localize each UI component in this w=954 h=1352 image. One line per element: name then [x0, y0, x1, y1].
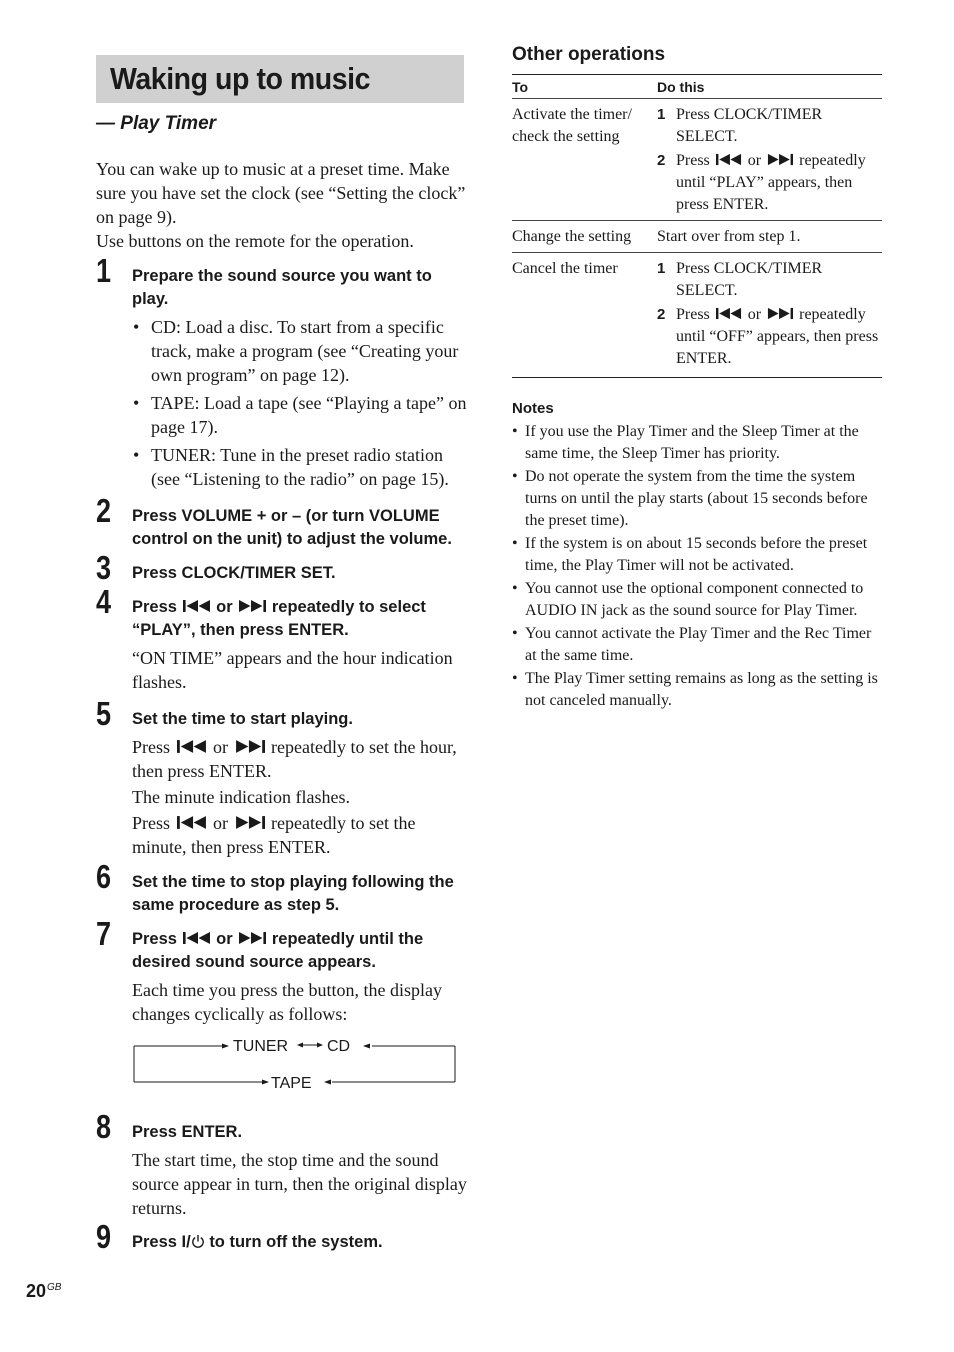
skip-previous-icon	[714, 153, 744, 166]
step-heading	[132, 588, 471, 642]
skip-previous-icon	[175, 739, 209, 754]
cycle-arrowhead	[363, 1044, 370, 1049]
note-item: • You cannot activate the Play Timer and the Rec Timer at the same time.	[512, 623, 882, 667]
step-body: “ON TIME” appears and the hour indication flashes.	[132, 648, 453, 692]
substep-text: Press	[676, 152, 710, 169]
step-9	[96, 1218, 471, 1255]
step-text: to turn off the system.	[209, 1233, 383, 1251]
power-icon	[191, 1234, 205, 1249]
cycle-arrowhead	[297, 1043, 303, 1048]
step-heading: Prepare the sound source you want to play.	[132, 267, 432, 308]
step-paragraph: The minute indication flashes.	[132, 787, 350, 807]
page-number-value: 20	[26, 1281, 47, 1301]
column-header: Do this	[657, 75, 882, 99]
skip-previous-icon	[182, 931, 212, 945]
step-paragraph	[132, 811, 471, 859]
step-number: 8	[96, 1108, 112, 1145]
table-cell	[657, 253, 882, 378]
note-item: • If you use the Play Timer and the Sleep Timer at the same time, the Sleep Timer has priority.	[512, 421, 882, 465]
step-7	[96, 915, 471, 1097]
step-5	[96, 695, 471, 859]
step-body: The start time, the stop time and the sound source appear in turn, then the original display returns.	[132, 1150, 467, 1218]
display-cycle-diagram	[132, 1040, 462, 1092]
step-text: or	[213, 813, 229, 833]
step-text: Press	[132, 813, 171, 833]
step-4	[96, 583, 471, 694]
step-6	[96, 858, 471, 917]
step-text: or	[213, 737, 229, 757]
step-heading: Set the time to stop playing following the same procedure as step 5.	[132, 873, 454, 914]
step-text: Press I/	[132, 1233, 191, 1251]
step-heading	[132, 1223, 471, 1254]
substep-text: or	[747, 152, 762, 169]
bullet-item: • TAPE: Load a tape (see “Playing a tape” on page 17).	[132, 391, 471, 439]
substep	[657, 304, 882, 370]
skip-previous-icon	[714, 307, 744, 320]
step-1	[96, 252, 471, 491]
substep	[657, 258, 882, 302]
note-item: • You cannot use the optional component connected to AUDIO IN jack as the sound source for Play Timer.	[512, 578, 882, 622]
step-text: Press	[132, 930, 177, 948]
skip-next-icon	[237, 599, 267, 613]
step-2	[96, 492, 471, 551]
table-row	[512, 221, 882, 253]
notes-heading: Notes	[512, 400, 554, 417]
step-heading: Press ENTER.	[132, 1123, 243, 1141]
cycle-arrowhead	[317, 1043, 323, 1048]
step-text: repeatedly to select “PLAY”, then press ENTER.	[132, 598, 426, 639]
substep	[657, 150, 882, 216]
bullet-item: • CD: Load a disc. To start from a specific track, make a program (see “Creating your own program” on page 12).	[132, 315, 471, 387]
cycle-arrowhead	[324, 1080, 331, 1085]
skip-next-icon	[765, 307, 795, 320]
substep-text: Press	[676, 306, 710, 323]
step-heading: Press VOLUME + or – (or turn VOLUME control on the unit) to adjust the volume.	[132, 507, 452, 548]
step-text: or	[216, 930, 233, 948]
operations-table	[512, 74, 882, 378]
intro	[96, 157, 471, 253]
substep	[657, 104, 882, 148]
left-column	[96, 55, 471, 1254]
table-cell: Start over from step 1.	[657, 221, 882, 253]
step-8	[96, 1108, 471, 1220]
step-heading: Set the time to start playing.	[132, 710, 353, 728]
step-number: 1	[96, 252, 112, 289]
substep-text: repeatedly until “OFF” appears, then press ENTER.	[676, 306, 879, 367]
step-number: 6	[96, 858, 112, 895]
table-row	[512, 253, 882, 378]
page-number-suffix: GB	[47, 1282, 62, 1293]
cycle-label-tuner: TUNER	[233, 1040, 289, 1055]
table-cell: Activate the timer/ check the setting	[512, 99, 657, 221]
step-text: Press	[132, 737, 171, 757]
skip-next-icon	[237, 931, 267, 945]
step-number: 2	[96, 492, 112, 529]
substep-number: 2	[657, 152, 666, 169]
step-body: Each time you press the button, the display changes cyclically as follows:	[132, 980, 442, 1024]
skip-next-icon	[233, 739, 267, 754]
step-number: 3	[96, 549, 112, 586]
step-number: 5	[96, 695, 112, 732]
bullet-item: • TUNER: Tune in the preset radio station (see “Listening to the radio” on page 15).	[132, 443, 471, 491]
page-number	[26, 1281, 61, 1302]
intro-paragraph: You can wake up to music at a preset time. Make sure you have set the clock (see “Setting the clock” on page 9).	[96, 159, 466, 227]
step-bullet-list	[132, 315, 471, 491]
page-title: Waking up to music	[110, 61, 371, 96]
step-heading: Press CLOCK/TIMER SET.	[132, 564, 336, 582]
skip-previous-icon	[182, 599, 212, 613]
right-column	[512, 44, 882, 713]
step-text: repeatedly until the desired sound source appears.	[132, 930, 424, 971]
substep-number: 1	[657, 106, 666, 123]
cycle-arrowhead	[262, 1080, 269, 1085]
table-cell: Cancel the timer	[512, 260, 618, 277]
substep-text: Press CLOCK/TIMER SELECT.	[676, 260, 823, 299]
section-heading: Other operations	[512, 44, 666, 65]
table-row	[512, 99, 882, 221]
substep-text: Press CLOCK/TIMER SELECT.	[676, 106, 823, 145]
step-number: 7	[96, 915, 112, 952]
table-header-row	[512, 75, 882, 99]
notes-list	[512, 421, 882, 712]
cycle-label-tape: TAPE	[271, 1075, 312, 1092]
note-item: • The Play Timer setting remains as long as the setting is not canceled manually.	[512, 668, 882, 712]
cycle-arrowhead	[222, 1044, 229, 1049]
substep-number: 2	[657, 306, 666, 323]
step-3	[96, 549, 471, 586]
substep-text: repeatedly until “PLAY” appears, then press ENTER.	[676, 152, 866, 213]
step-text: repeatedly to set the minute, then press ENTER.	[132, 813, 416, 857]
step-body	[132, 735, 471, 859]
page-subtitle: — Play Timer	[96, 113, 217, 134]
skip-next-icon	[233, 815, 267, 830]
table-cell: Change the setting	[512, 221, 657, 253]
step-number: 9	[96, 1218, 112, 1255]
substep-text: or	[747, 306, 762, 323]
step-heading	[132, 920, 471, 974]
step-paragraph	[132, 735, 471, 783]
table-cell	[657, 99, 882, 221]
column-header: To	[512, 75, 657, 99]
title-banner	[96, 55, 464, 103]
note-item: • Do not operate the system from the time the system turns on until the play starts (about 15 seconds before the preset time).	[512, 466, 882, 532]
intro-paragraph: Use buttons on the remote for the operation.	[96, 231, 414, 251]
cycle-label-cd: CD	[327, 1040, 351, 1055]
step-number: 4	[96, 583, 112, 620]
substep-number: 1	[657, 260, 666, 277]
skip-previous-icon	[175, 815, 209, 830]
note-item: • If the system is on about 15 seconds before the preset time, the Play Timer will not be activated.	[512, 533, 882, 577]
step-text: Press	[132, 598, 177, 616]
step-text: repeatedly to set the hour, then press ENTER.	[132, 737, 457, 781]
step-text: or	[216, 598, 233, 616]
skip-next-icon	[765, 153, 795, 166]
